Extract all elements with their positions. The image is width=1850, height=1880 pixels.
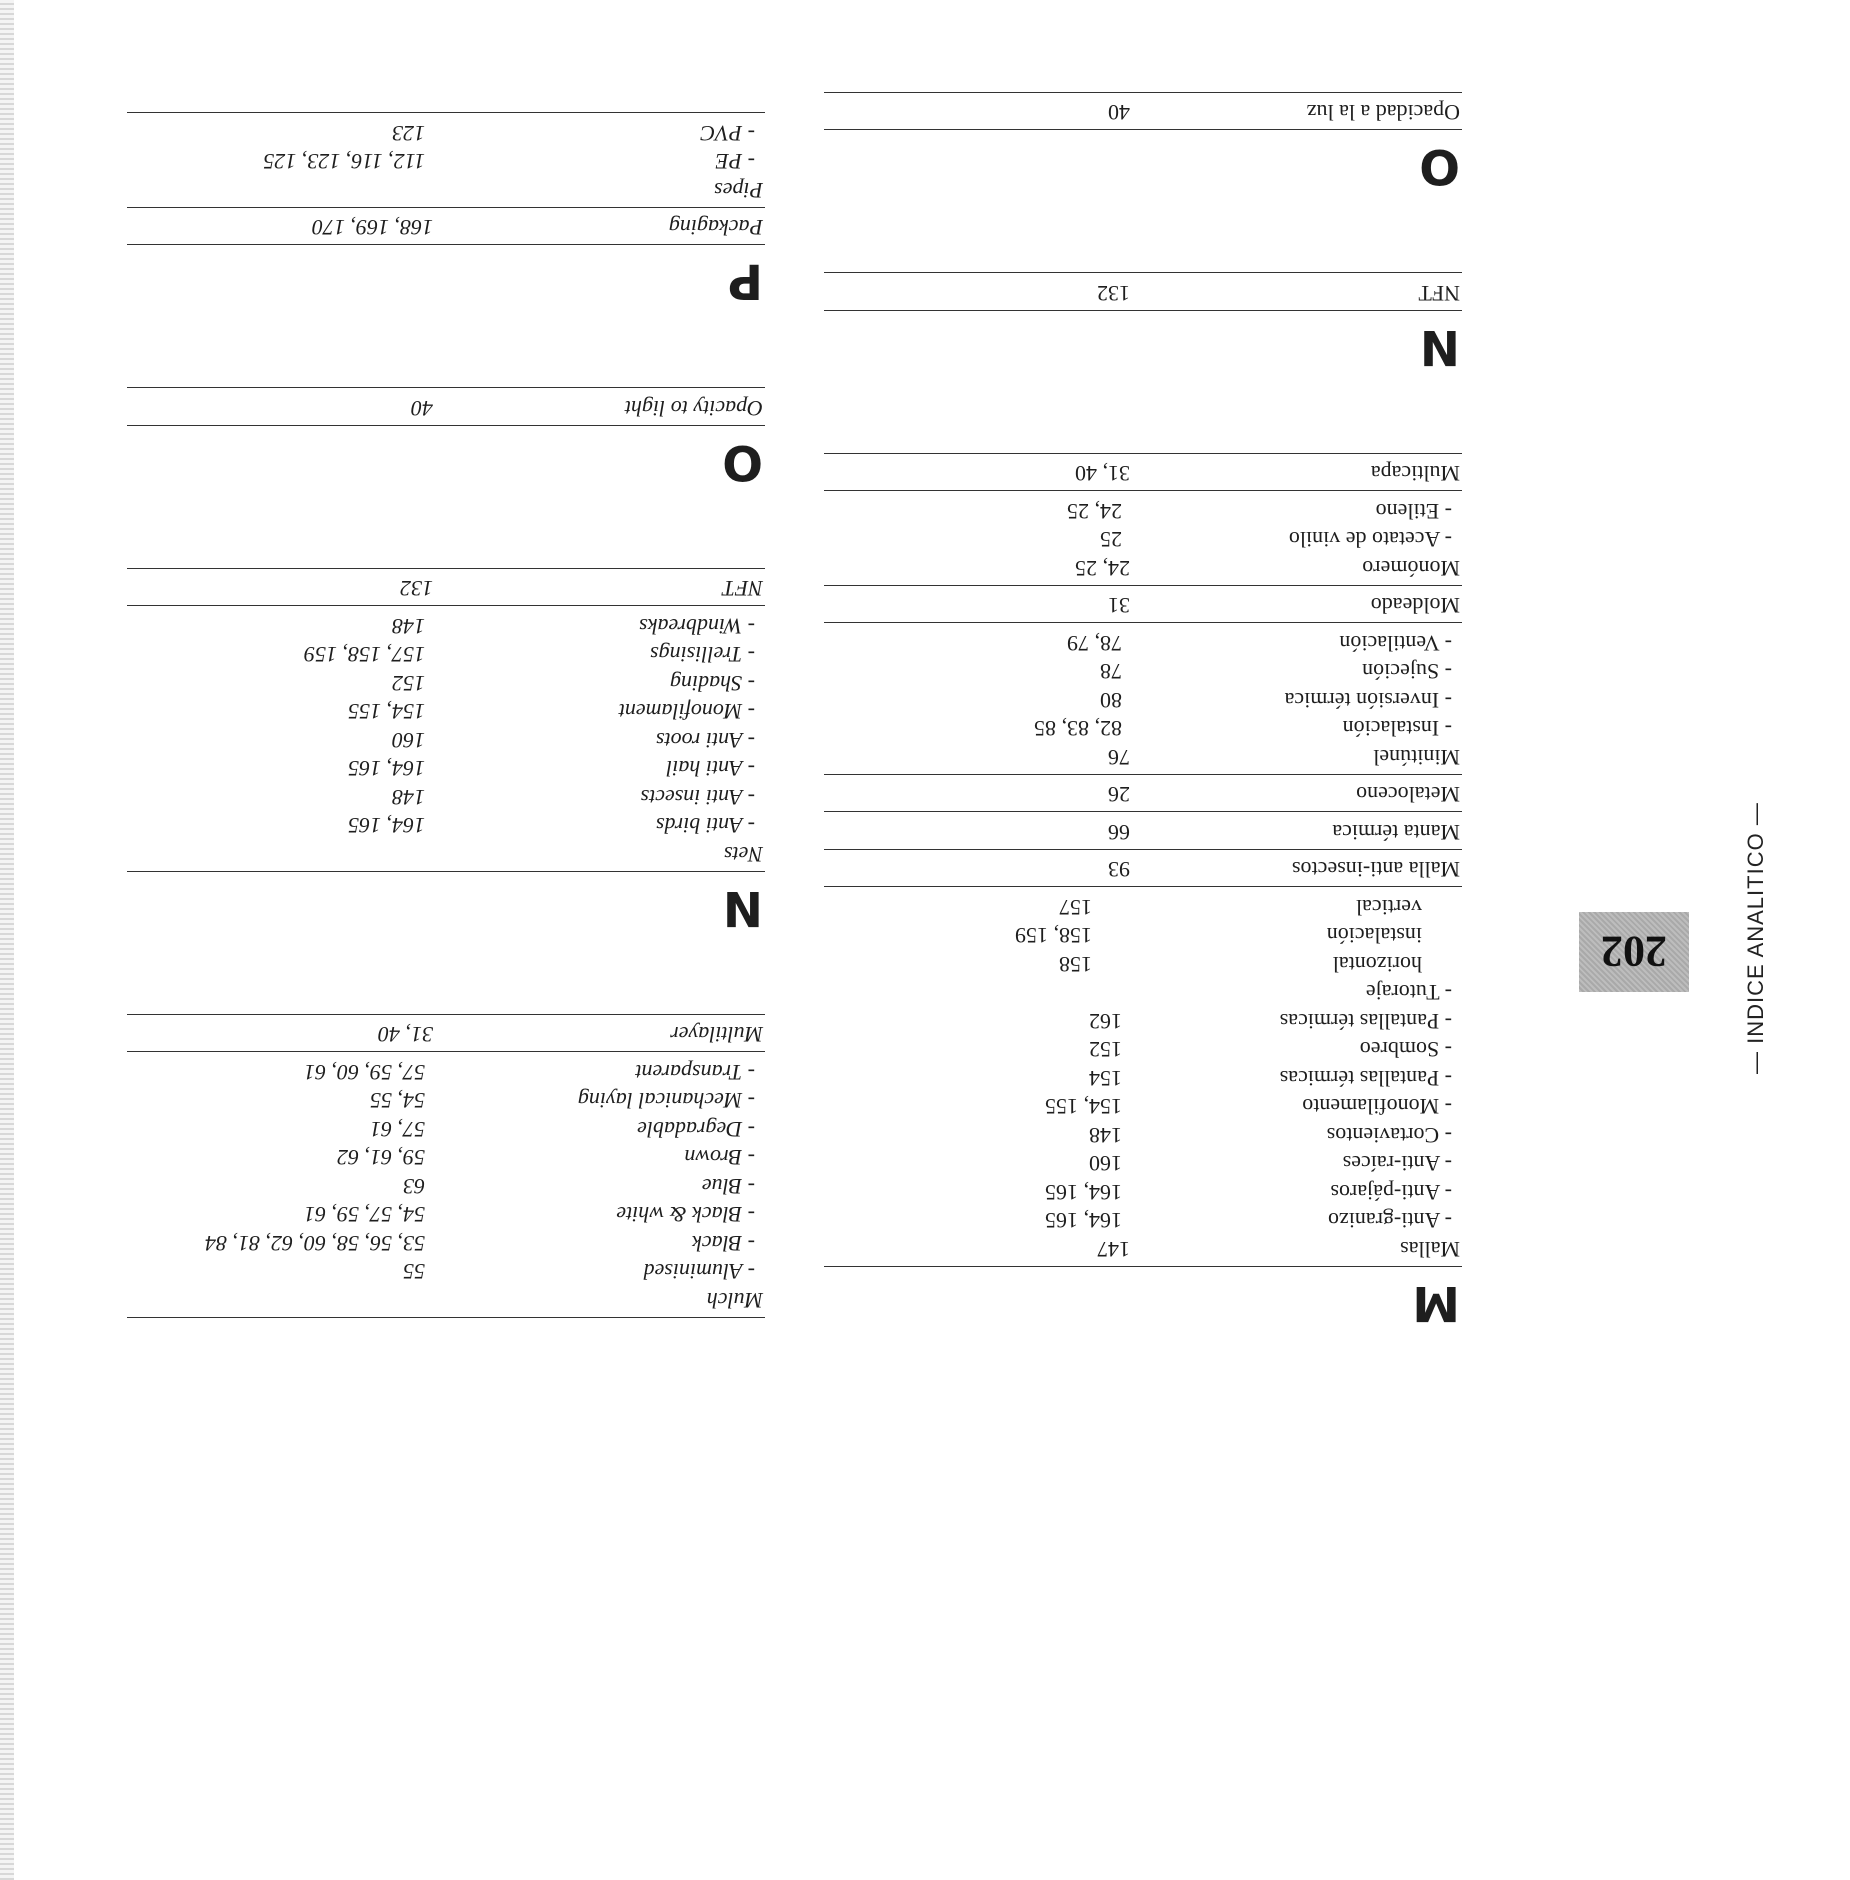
entry-term: Moldeado xyxy=(1370,593,1460,619)
index-block xyxy=(127,1052,765,1319)
index-block xyxy=(127,207,765,246)
index-entry xyxy=(127,1058,765,1087)
index-block xyxy=(127,568,765,606)
entry-term: - Anti-pájaros xyxy=(1330,1180,1452,1205)
entry-pages: 25 xyxy=(1100,527,1122,553)
entry-term: Pipes xyxy=(714,178,763,203)
entry-term: - Tutoraje xyxy=(1365,980,1452,1006)
entry-pages: 152 xyxy=(1089,1037,1122,1063)
index-entry xyxy=(127,1172,765,1201)
index-block xyxy=(824,887,1462,1268)
entry-term: Manta térmica xyxy=(1332,820,1460,845)
entry-term: - Pantallas térmicas xyxy=(1279,1066,1452,1091)
index-entry xyxy=(824,780,1462,809)
index-block xyxy=(824,453,1462,491)
entry-pages: 80 xyxy=(1100,688,1122,713)
index-entry xyxy=(127,754,765,783)
index-entry xyxy=(127,612,765,641)
index-entry xyxy=(824,1206,1462,1235)
entry-pages: 164, 165 xyxy=(1045,1208,1122,1234)
index-entry xyxy=(127,1200,765,1229)
entry-pages: 148 xyxy=(1089,1123,1122,1148)
entry-term: - Anti birds xyxy=(655,813,755,839)
entry-pages: 78 xyxy=(1100,659,1122,685)
index-entry xyxy=(127,726,765,755)
entry-term: - Aluminised xyxy=(643,1259,755,1285)
entry-pages: 54, 55 xyxy=(370,1088,425,1114)
entry-term: - Ventilación xyxy=(1339,631,1452,656)
entry-term: - Degradable xyxy=(637,1117,755,1142)
index-entry xyxy=(824,1092,1462,1121)
entry-term: Multicapa xyxy=(1370,461,1460,487)
entry-term: - Blue xyxy=(701,1174,755,1199)
index-entry xyxy=(824,1035,1462,1064)
entry-pages: 93 xyxy=(1108,857,1130,883)
entry-term: Multilayer xyxy=(670,1022,763,1048)
entry-term: - Sombreo xyxy=(1359,1037,1452,1063)
section-letter: M xyxy=(1412,1275,1460,1331)
index-entry xyxy=(127,1229,765,1258)
entry-pages: 160 xyxy=(392,728,425,753)
entry-term: Nets xyxy=(723,842,763,867)
entry-pages: 57, 59, 60, 61 xyxy=(304,1060,425,1085)
index-entry xyxy=(824,743,1462,772)
entry-pages: 31, 40 xyxy=(378,1022,433,1048)
entry-pages: 78, 79 xyxy=(1067,631,1122,656)
entry-term: - Pantallas térmicas xyxy=(1279,1009,1452,1034)
entry-term: instalación xyxy=(1326,923,1422,949)
index-entry xyxy=(127,1257,765,1286)
entry-pages: 112, 116, 123, 125 xyxy=(263,149,425,175)
index-block xyxy=(824,623,1462,775)
entry-pages: 162 xyxy=(1089,1009,1122,1034)
entry-term: horizontal xyxy=(1332,952,1422,977)
entry-pages: 147 xyxy=(1097,1237,1130,1262)
entry-term: - Anti insects xyxy=(640,785,755,810)
entry-pages: 164, 165 xyxy=(348,813,425,839)
index-block xyxy=(824,273,1462,312)
section-letter: O xyxy=(722,434,763,490)
index-entry xyxy=(824,98,1462,127)
index-entry xyxy=(824,855,1462,884)
entry-term: - Anti-raíces xyxy=(1342,1151,1452,1177)
index-section xyxy=(824,273,1462,376)
entry-pages: 40 xyxy=(1108,100,1130,126)
entry-term: - Acetato de vinilo xyxy=(1288,527,1452,553)
entry-pages: 55 xyxy=(403,1259,425,1285)
index-entry xyxy=(824,714,1462,743)
index-entry xyxy=(824,921,1462,950)
entry-term: - Monofilament xyxy=(618,699,755,725)
entry-term: - Inversión térmica xyxy=(1284,688,1452,713)
index-column-english xyxy=(127,35,765,1383)
entry-pages: 76 xyxy=(1108,745,1130,770)
index-entry xyxy=(824,978,1462,1007)
index-entry xyxy=(824,629,1462,658)
index-entry xyxy=(824,657,1462,686)
entry-pages: 123 xyxy=(392,121,425,146)
entry-term: - PE xyxy=(715,149,755,175)
entry-term: Malla anti-insectos xyxy=(1291,857,1460,883)
entry-pages: 132 xyxy=(400,576,433,602)
entry-pages: 31 xyxy=(1108,593,1130,619)
entry-pages: 31, 40 xyxy=(1075,461,1130,487)
index-section xyxy=(127,568,765,936)
entry-term: - Mechanical laying xyxy=(577,1088,755,1114)
index-entry xyxy=(824,554,1462,583)
entry-term: NFT xyxy=(1418,281,1460,306)
page-number: 202 xyxy=(1601,927,1667,977)
index-entry xyxy=(824,893,1462,922)
entry-pages: 158, 159 xyxy=(1015,923,1092,949)
entry-pages: 157, 158, 159 xyxy=(304,642,425,668)
index-entry xyxy=(127,1143,765,1172)
entry-term: Opacidad a la luz xyxy=(1306,100,1460,126)
entry-term: - Anti hail xyxy=(666,756,755,782)
index-entry xyxy=(127,213,765,242)
index-entry xyxy=(127,697,765,726)
index-column-spanish xyxy=(824,14,1462,1331)
index-entry xyxy=(824,1149,1462,1178)
entry-pages: 40 xyxy=(411,396,433,421)
index-section xyxy=(127,1014,765,1382)
entry-term: - Anti roots xyxy=(655,728,755,753)
entry-term: vertical xyxy=(1356,895,1422,920)
entry-pages: 132 xyxy=(1097,281,1130,306)
entry-pages: 164, 165 xyxy=(348,756,425,782)
index-block xyxy=(824,92,1462,131)
index-entry xyxy=(824,1064,1462,1093)
index-entry xyxy=(127,1020,765,1049)
entry-term: - Anti-granizo xyxy=(1327,1208,1452,1234)
index-section xyxy=(127,113,765,310)
index-entry xyxy=(824,525,1462,554)
entry-pages: 24, 25 xyxy=(1067,499,1122,524)
index-section xyxy=(824,453,1462,1331)
entry-term: Mallas xyxy=(1400,1237,1460,1262)
index-block xyxy=(127,388,765,427)
index-block xyxy=(824,585,1462,623)
scan-edge xyxy=(0,0,14,1880)
index-entry xyxy=(824,1178,1462,1207)
entry-pages: 63 xyxy=(403,1174,425,1199)
entry-pages: 57, 61 xyxy=(370,1117,425,1142)
index-entry xyxy=(824,279,1462,308)
running-head xyxy=(1736,802,1776,1074)
index-entry xyxy=(127,640,765,669)
entry-pages: 148 xyxy=(392,614,425,639)
entry-pages: 54, 57, 59, 61 xyxy=(304,1202,425,1228)
entry-pages: 157 xyxy=(1059,895,1092,920)
entry-pages: 154 xyxy=(1089,1066,1122,1091)
index-entry xyxy=(824,1007,1462,1036)
index-entry xyxy=(824,686,1462,715)
entry-term: - Windbreaks xyxy=(639,614,755,639)
entry-term: - Trellisings xyxy=(650,642,755,668)
entry-pages: 168, 169, 170 xyxy=(312,215,433,241)
entry-term: - Monofilamento xyxy=(1302,1094,1452,1120)
page-number-box xyxy=(1579,912,1689,992)
entry-term: - Black xyxy=(692,1231,755,1256)
index-entry xyxy=(127,840,765,869)
entry-pages: 26 xyxy=(1108,782,1130,808)
index-entry xyxy=(127,574,765,603)
entry-pages: 66 xyxy=(1108,820,1130,845)
index-entry xyxy=(127,147,765,176)
entry-term: - Black & white xyxy=(616,1202,755,1228)
entry-term: Monómero xyxy=(1362,556,1460,581)
index-section xyxy=(824,92,1462,195)
entry-pages: 148 xyxy=(392,785,425,810)
index-block xyxy=(824,812,1462,850)
entry-pages: 24, 25 xyxy=(1075,556,1130,581)
section-letter: P xyxy=(727,253,763,310)
index-entry xyxy=(127,119,765,148)
entry-pages: 82, 83, 85 xyxy=(1034,716,1122,742)
index-entry xyxy=(824,818,1462,847)
index-entry xyxy=(824,591,1462,620)
index-entry xyxy=(824,950,1462,979)
index-entry xyxy=(127,176,765,205)
index-block xyxy=(127,1014,765,1052)
index-block xyxy=(824,774,1462,812)
index-block xyxy=(127,606,765,873)
index-entry xyxy=(127,811,765,840)
entry-term: Minitúnel xyxy=(1373,745,1460,770)
entry-term: - Transparent xyxy=(635,1060,755,1085)
entry-term: - Sujeción xyxy=(1362,659,1452,685)
index-entry xyxy=(127,669,765,698)
index-entry xyxy=(127,1086,765,1115)
entry-term: - Shading xyxy=(670,671,755,696)
entry-pages: 158 xyxy=(1059,952,1092,977)
index-entry xyxy=(824,497,1462,526)
index-block xyxy=(824,491,1462,586)
entry-term: Opacity to light xyxy=(624,396,763,421)
entry-pages: 53, 56, 58, 60, 62, 81, 84 xyxy=(205,1231,425,1256)
entry-pages: 152 xyxy=(392,671,425,696)
entry-term: - PVC xyxy=(700,121,755,146)
index-entry xyxy=(824,1121,1462,1150)
section-letter: N xyxy=(722,880,763,936)
section-letter: N xyxy=(1419,319,1460,375)
entry-term: NFT xyxy=(722,576,763,602)
index-entry xyxy=(127,394,765,423)
entry-pages: 164, 165 xyxy=(1045,1180,1122,1205)
entry-term: - Instalación xyxy=(1342,716,1452,742)
index-entry xyxy=(824,1235,1462,1264)
section-letter: O xyxy=(1419,138,1460,195)
entry-term: - Etileno xyxy=(1375,499,1452,524)
index-block xyxy=(127,113,765,208)
entry-pages: 160 xyxy=(1089,1151,1122,1177)
index-entry xyxy=(127,1115,765,1144)
index-entry xyxy=(127,783,765,812)
entry-pages: 154, 155 xyxy=(348,699,425,725)
entry-term: Metaloceno xyxy=(1356,782,1460,808)
entry-pages: 154, 155 xyxy=(1045,1094,1122,1120)
index-block xyxy=(824,849,1462,887)
entry-term: Packaging xyxy=(668,215,763,241)
index-section xyxy=(127,388,765,491)
section-letter xyxy=(127,1326,765,1382)
index-entry xyxy=(127,1286,765,1315)
entry-term: - Cortavientos xyxy=(1326,1123,1452,1148)
entry-term: - Brown xyxy=(684,1145,755,1171)
entry-term: Mulch xyxy=(706,1288,763,1313)
entry-pages: 59, 61, 62 xyxy=(337,1145,425,1171)
running-head-text: — INDICE ANALITICO — xyxy=(1743,802,1768,1074)
index-entry xyxy=(824,459,1462,488)
